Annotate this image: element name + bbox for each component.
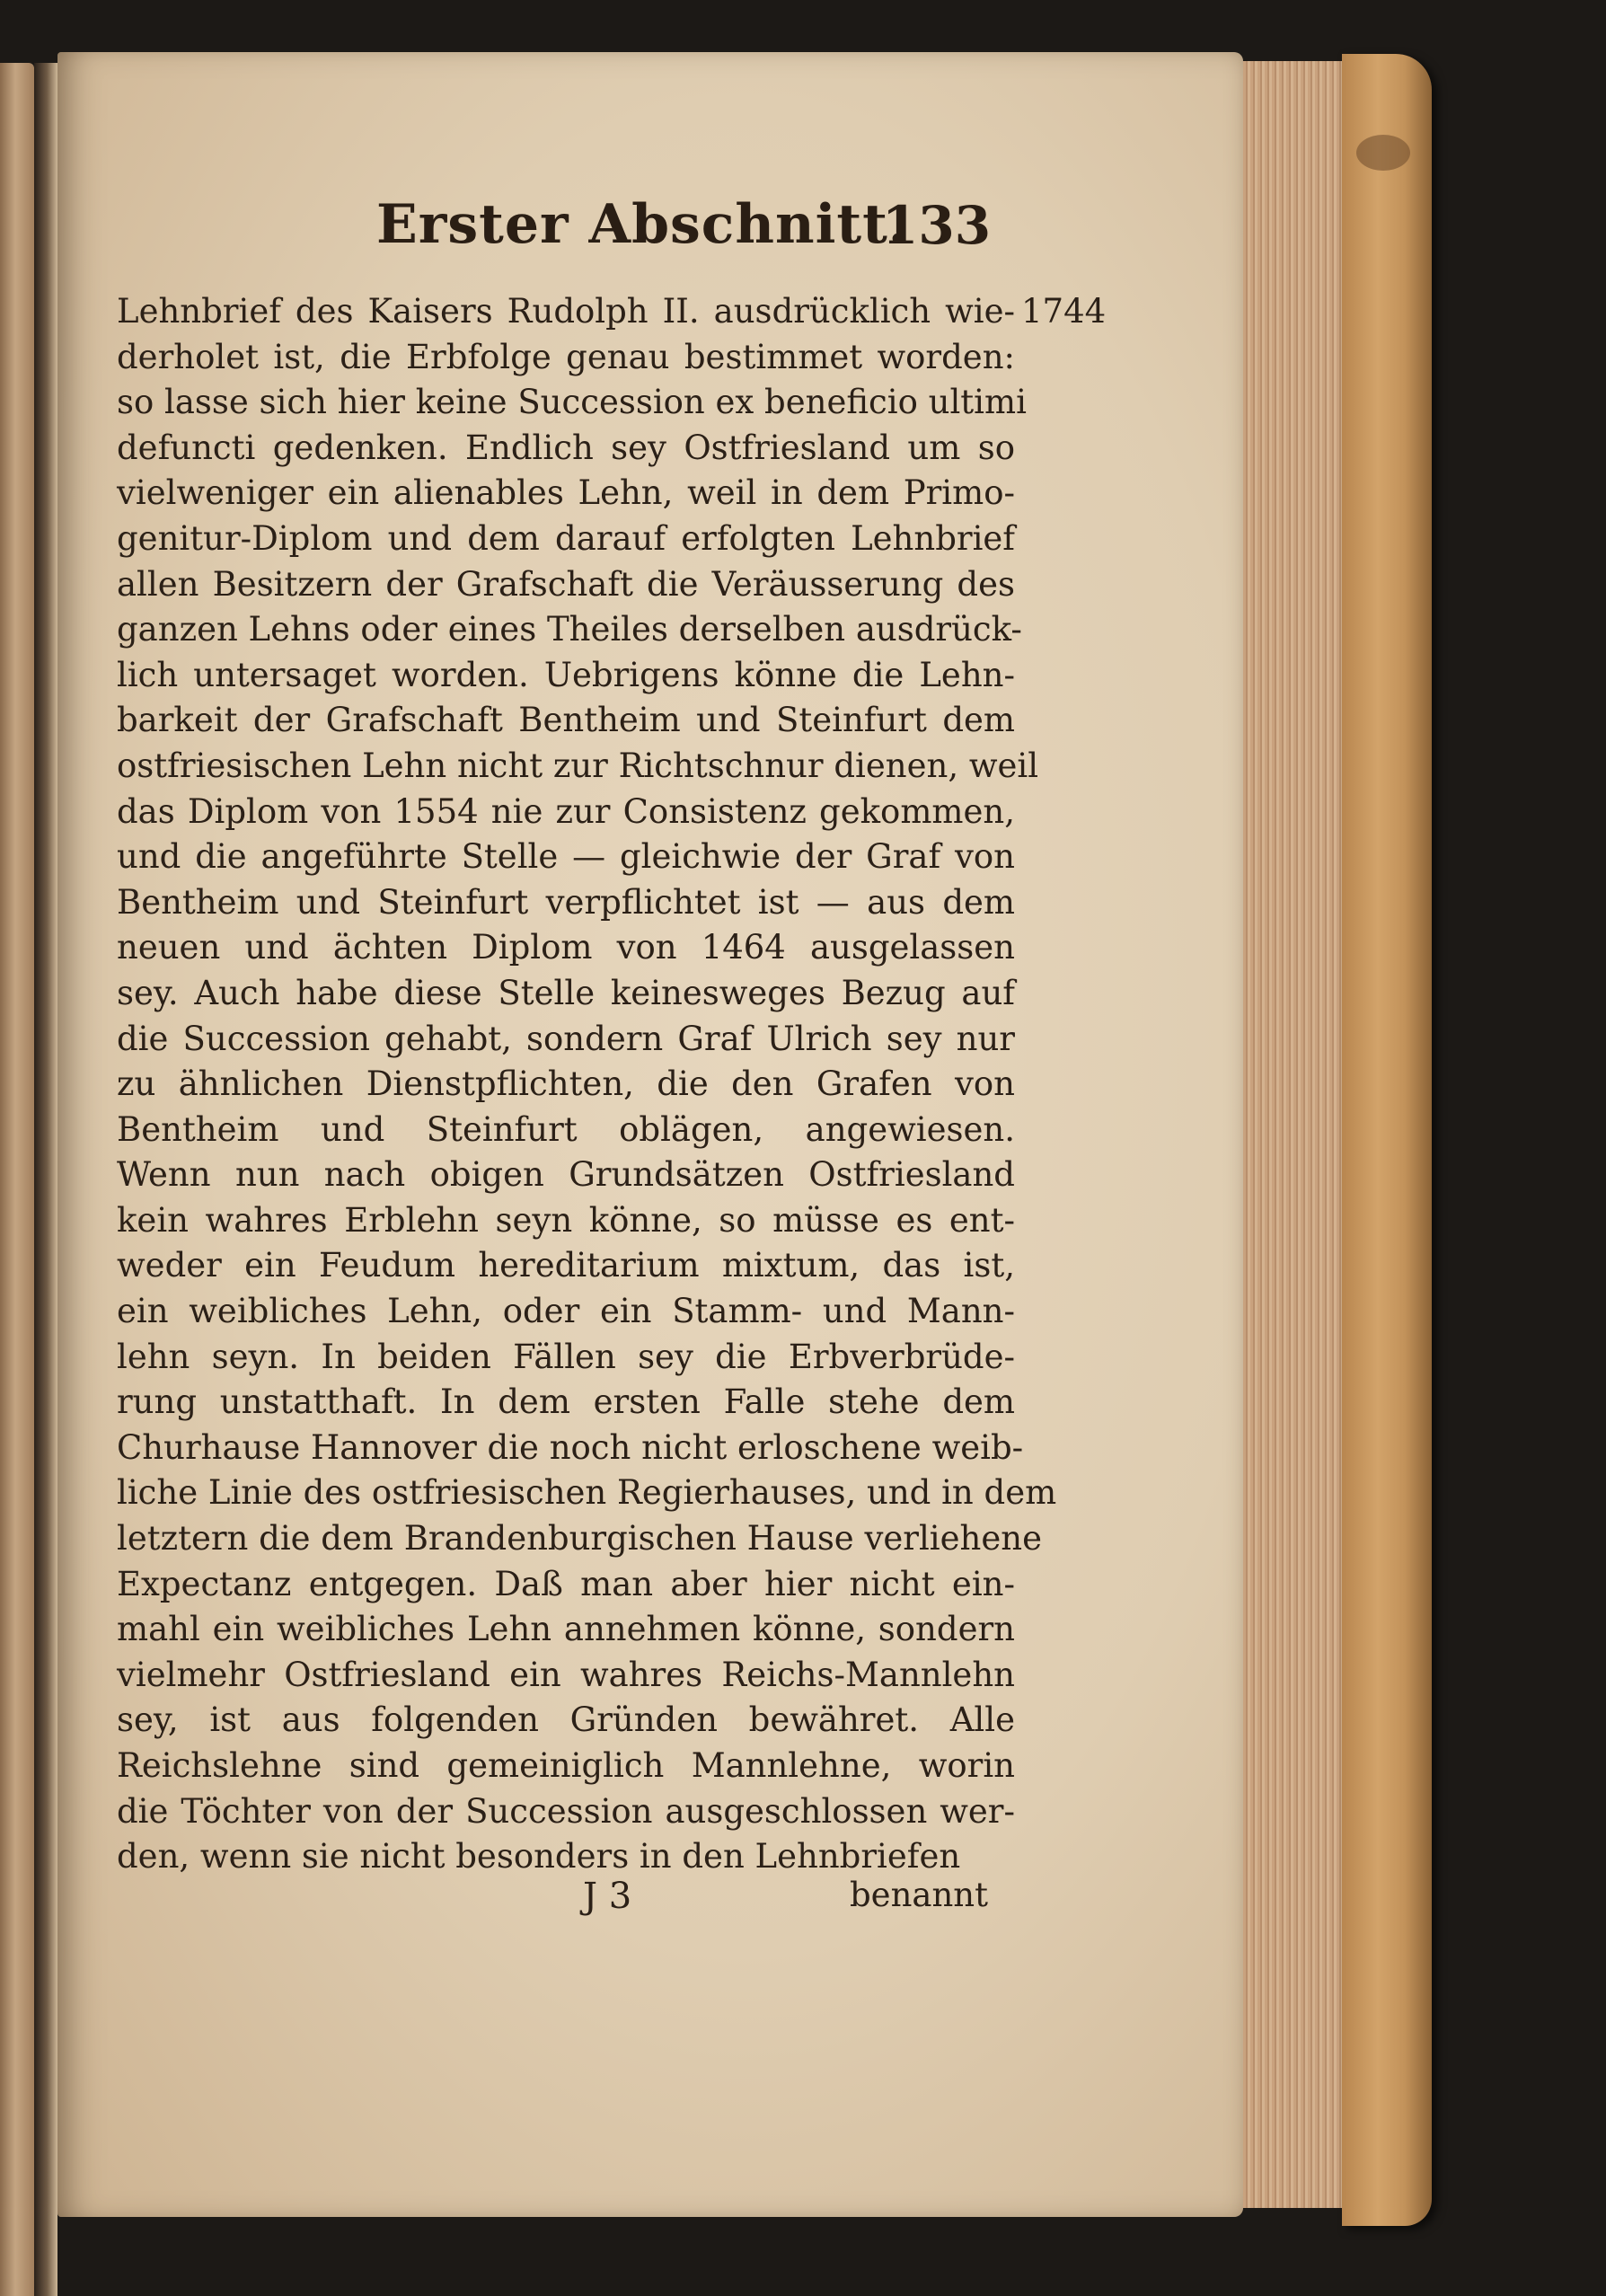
text-line: so lasse sich hier keine Succession ex beneficio ultimi xyxy=(117,383,1027,422)
text-line: genitur-Diplom und dem darauf erfolgten Lehnbrief xyxy=(117,518,1015,558)
book-cover xyxy=(1342,54,1432,2226)
text-line: das Diplom von 1554 nie zur Consistenz gekommen, xyxy=(117,791,1015,831)
text-line: kein wahres Erblehn seyn könne, so müsse es ent- xyxy=(117,1200,1015,1240)
text-line: barkeit der Grafschaft Bentheim und Steinfurt dem xyxy=(117,701,1015,740)
text-line: allen Besitzern der Grafschaft die Veräusserung des xyxy=(117,564,1015,604)
text-line: Churhause Hannover die noch nicht erloschene weib- xyxy=(117,1427,1024,1467)
text-line: sey. Auch habe diese Stelle keinesweges Bezug auf xyxy=(117,973,1015,1012)
text-line: mahl ein weibliches Lehn annehmen könne, sondern xyxy=(117,1610,1015,1649)
text-line: letztern die dem Brandenburgischen Hause verliehene xyxy=(117,1519,1042,1559)
page-footer xyxy=(57,1876,1243,1930)
text-line: liche Linie des ostfriesischen Regierhauses, und in dem xyxy=(117,1473,1057,1513)
page-header xyxy=(57,193,1243,274)
text-line: vielweniger ein alienables Lehn, weil in dem Primo- xyxy=(117,473,1015,513)
signature-mark: J 3 xyxy=(583,1876,632,1917)
text-line: zu ähnlichen Dienstpflichten, die den Grafen von xyxy=(117,1064,1015,1104)
text-line: Reichslehne sind gemeiniglich Mannlehne, worin xyxy=(117,1746,1015,1785)
page-number: 133 xyxy=(882,195,992,256)
catchword: benannt xyxy=(850,1876,988,1914)
text-line: die Töchter von der Succession ausgeschlossen wer- xyxy=(117,1791,1015,1831)
text-line: Bentheim und Steinfurt oblägen, angewiesen. xyxy=(117,1109,1015,1149)
text-line: ostfriesischen Lehn nicht zur Richtschnur dienen, weil xyxy=(117,746,1039,785)
text-line: neuen und ächten Diplom von 1464 ausgelassen xyxy=(117,928,1015,967)
page-block-edges xyxy=(1243,61,1345,2208)
text-line: Bentheim und Steinfurt verpflichtet ist — aus dem xyxy=(117,882,1015,922)
text-line: defuncti gedenken. Endlich sey Ostfriesland um so xyxy=(117,428,1015,467)
text-line: und die angeführte Stelle — gleichwie der Graf von xyxy=(117,837,1015,877)
text-line: derholet ist, die Erbfolge genau bestimmet worden: xyxy=(117,337,1015,376)
text-line: vielmehr Ostfriesland ein wahres Reichs-Mannlehn xyxy=(117,1655,1015,1694)
running-head: Erster Abschnitt. xyxy=(376,193,908,256)
text-line: sey, ist aus folgenden Gründen bewähret. Alle xyxy=(117,1700,1015,1740)
text-line: den, wenn sie nicht besonders in den Lehnbriefen xyxy=(117,1837,961,1877)
cover-stain xyxy=(1356,135,1410,171)
text-line: lich untersaget worden. Uebrigens könne die Lehn- xyxy=(117,655,1015,694)
text-line: weder ein Feudum hereditarium mixtum, das ist, xyxy=(117,1246,1015,1285)
text-line: lehn seyn. In beiden Fällen sey die Erbverbrüde- xyxy=(117,1337,1015,1376)
text-line: ganzen Lehns oder eines Theiles derselben ausdrück- xyxy=(117,610,1022,649)
body-text xyxy=(117,289,1057,1880)
text-line: Wenn nun nach obigen Grundsätzen Ostfriesland xyxy=(117,1155,1015,1195)
text-line: die Succession gehabt, sondern Graf Ulrich sey nur xyxy=(117,1019,1015,1058)
margin-note-year: 1744 xyxy=(1021,292,1107,331)
facing-page-edge xyxy=(0,63,34,2296)
text-line: rung unstatthaft. In dem ersten Falle stehe dem xyxy=(117,1382,1015,1422)
book-gutter xyxy=(34,63,57,2296)
text-line: Expectanz entgegen. Daß man aber hier nicht ein- xyxy=(117,1564,1015,1603)
text-line: ein weibliches Lehn, oder ein Stamm- und Mann- xyxy=(117,1292,1015,1331)
text-line: Lehnbrief des Kaisers Rudolph II. ausdrücklich wie- xyxy=(117,292,1015,331)
